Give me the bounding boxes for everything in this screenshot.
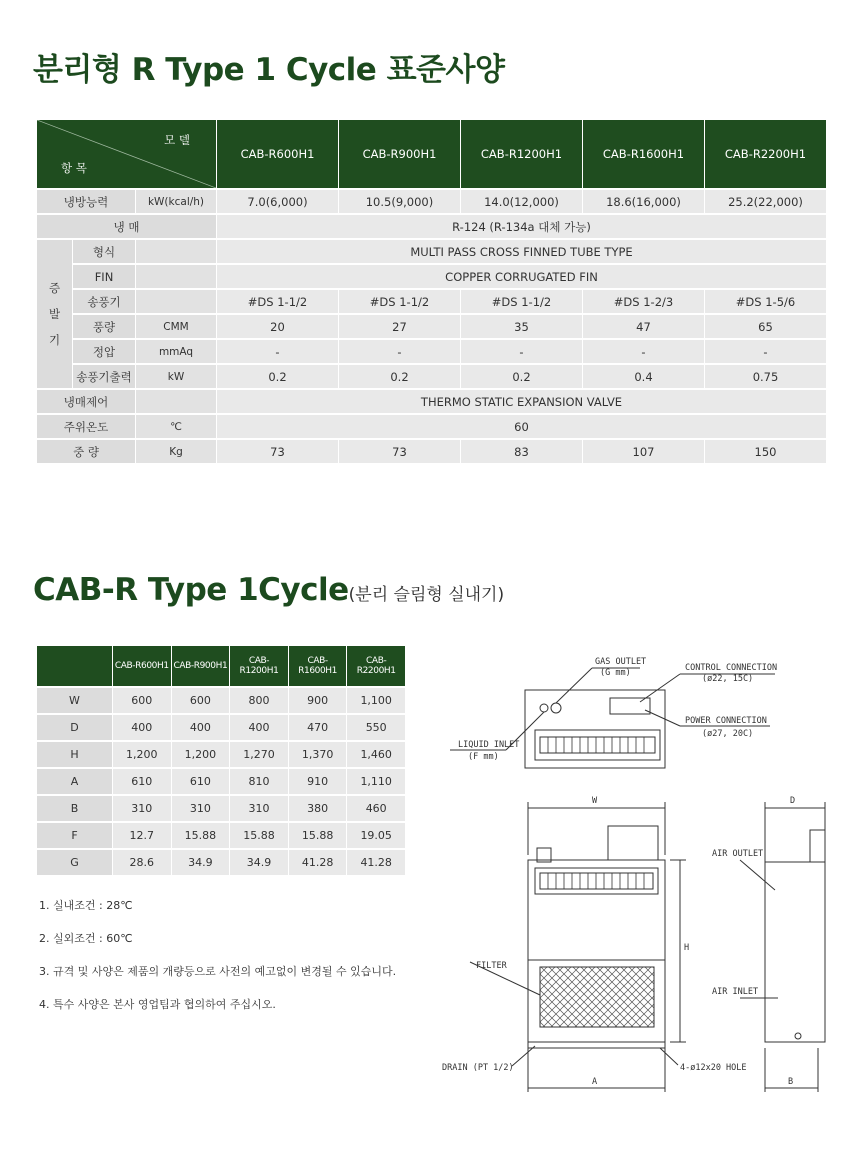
page-title: 분리형 R Type 1 Cycle 표준사양 bbox=[33, 52, 505, 88]
cell: - bbox=[217, 340, 338, 363]
cell: 73 bbox=[339, 440, 460, 463]
row-label: 냉 매 bbox=[37, 215, 216, 238]
control-connection-spec: (ø22, 15C) bbox=[702, 674, 754, 684]
dim-label: F bbox=[37, 823, 112, 848]
hole-leader bbox=[660, 1048, 678, 1065]
cell: THERMO STATIC EXPANSION VALVE bbox=[217, 390, 826, 413]
cell: 0.4 bbox=[583, 365, 704, 388]
note-item: 1. 실내조건 : 28℃ bbox=[39, 899, 133, 912]
filter-label: FILTER bbox=[476, 961, 507, 971]
cell: 15.88 bbox=[230, 823, 288, 848]
airflow-row bbox=[37, 315, 826, 338]
liquid-port-icon bbox=[540, 704, 548, 712]
cell: 550 bbox=[347, 715, 405, 740]
liquid-inlet-label: LIQUID INLET bbox=[458, 740, 520, 750]
cell: 610 bbox=[113, 769, 171, 794]
cell: 7.0(6,000) bbox=[217, 190, 338, 213]
gas-leader bbox=[556, 668, 592, 703]
front-view bbox=[470, 802, 686, 1092]
ambient-row bbox=[37, 415, 826, 438]
header-model-label: 모 델 bbox=[164, 133, 190, 147]
cell: 0.75 bbox=[705, 365, 826, 388]
side-connection-box bbox=[810, 830, 825, 862]
cell: 0.2 bbox=[217, 365, 338, 388]
cell: 1,200 bbox=[172, 742, 230, 767]
drain-port-icon bbox=[795, 1033, 801, 1039]
cell: 41.28 bbox=[347, 850, 405, 875]
cell: 310 bbox=[113, 796, 171, 821]
cell: - bbox=[705, 340, 826, 363]
row-unit bbox=[136, 240, 216, 263]
cell: 20 bbox=[217, 315, 338, 338]
model-header: CAB-R600H1 bbox=[113, 646, 171, 686]
refrigerant-row bbox=[37, 215, 826, 238]
cell: 150 bbox=[705, 440, 826, 463]
model-header: CAB-R2200H1 bbox=[347, 646, 405, 686]
cell: 310 bbox=[230, 796, 288, 821]
cell: COPPER CORRUGATED FIN bbox=[217, 265, 826, 288]
cell: 1,460 bbox=[347, 742, 405, 767]
cell: 65 bbox=[705, 315, 826, 338]
cell: 15.88 bbox=[172, 823, 230, 848]
cell: 41.28 bbox=[289, 850, 347, 875]
model-header: CAB-R2200H1 bbox=[705, 120, 826, 188]
refrigerant-control-row bbox=[37, 390, 826, 413]
cell: 60 bbox=[217, 415, 826, 438]
cell: 14.0(12,000) bbox=[461, 190, 582, 213]
cell: 73 bbox=[217, 440, 338, 463]
cooling-row bbox=[37, 190, 826, 213]
cell: 35 bbox=[461, 315, 582, 338]
row-unit: kW bbox=[136, 365, 216, 388]
front-louver-slats bbox=[548, 873, 644, 889]
cell: MULTI PASS CROSS FINNED TUBE TYPE bbox=[217, 240, 826, 263]
model-header: CAB-R1600H1 bbox=[289, 646, 347, 686]
cell: 600 bbox=[113, 688, 171, 713]
cell: #DS 1-5/6 bbox=[705, 290, 826, 313]
table-row bbox=[37, 742, 405, 767]
side-view bbox=[740, 802, 825, 1092]
notes bbox=[39, 898, 396, 1030]
row-label: 정압 bbox=[73, 340, 135, 363]
dimension-header-row bbox=[37, 646, 405, 686]
dim-label: H bbox=[37, 742, 112, 767]
row-label: 주위온도 bbox=[37, 415, 135, 438]
row-unit bbox=[136, 390, 216, 413]
air-outlet-arrow bbox=[740, 860, 775, 890]
cell: 27 bbox=[339, 315, 460, 338]
power-connection-label: POWER CONNECTION bbox=[685, 716, 767, 726]
top-view-grille bbox=[535, 730, 660, 760]
cell: 1,100 bbox=[347, 688, 405, 713]
cell: 10.5(9,000) bbox=[339, 190, 460, 213]
cell: 1,270 bbox=[230, 742, 288, 767]
table-row bbox=[37, 715, 405, 740]
cell: 800 bbox=[230, 688, 288, 713]
b-label: B bbox=[788, 1077, 794, 1087]
note-item: 3. 규격 및 사양은 제품의 개량등으로 사전의 예고없이 변경될 수 있습니다. bbox=[39, 965, 397, 978]
cell: - bbox=[339, 340, 460, 363]
cell: - bbox=[461, 340, 582, 363]
cell: 1,370 bbox=[289, 742, 347, 767]
cell: 810 bbox=[230, 769, 288, 794]
cell: 12.7 bbox=[113, 823, 171, 848]
cell: 1,110 bbox=[347, 769, 405, 794]
cell: 0.2 bbox=[339, 365, 460, 388]
cell: #DS 1-2/3 bbox=[583, 290, 704, 313]
liquid-inlet-unit: (F mm) bbox=[468, 752, 499, 762]
row-unit: kW(kcal/h) bbox=[136, 190, 216, 213]
dimension-title-main: CAB-R Type 1Cycle bbox=[33, 572, 349, 608]
static-pressure-row bbox=[37, 340, 826, 363]
unit-drawing bbox=[440, 650, 840, 1100]
dim-label: W bbox=[37, 688, 112, 713]
dimension-table bbox=[36, 644, 406, 877]
header-diagonal-cell bbox=[37, 120, 216, 188]
model-header: CAB-R900H1 bbox=[172, 646, 230, 686]
row-unit bbox=[136, 265, 216, 288]
dim-label: A bbox=[37, 769, 112, 794]
model-header: CAB-R1200H1 bbox=[230, 646, 288, 686]
cell: 460 bbox=[347, 796, 405, 821]
cell: 107 bbox=[583, 440, 704, 463]
row-label: FIN bbox=[73, 265, 135, 288]
d-label: D bbox=[790, 796, 796, 806]
row-label: 냉방능력 bbox=[37, 190, 135, 213]
top-view-body bbox=[525, 690, 665, 768]
drain-leader bbox=[512, 1046, 535, 1066]
h-label: H bbox=[684, 943, 690, 953]
blower-row bbox=[37, 290, 826, 313]
cell: 400 bbox=[172, 715, 230, 740]
cell: 19.05 bbox=[347, 823, 405, 848]
evaporator-group-label bbox=[37, 240, 72, 388]
table-row bbox=[37, 850, 405, 875]
dimension-title-sub: (분리 슬림형 실내기) bbox=[348, 585, 505, 605]
front-grille bbox=[535, 868, 658, 894]
air-inlet-label: AIR INLET bbox=[712, 987, 759, 997]
diagonal-line bbox=[37, 120, 216, 188]
cell: 310 bbox=[172, 796, 230, 821]
dim-label: B bbox=[37, 796, 112, 821]
electrical-box bbox=[608, 826, 658, 860]
table-row bbox=[37, 796, 405, 821]
cell: #DS 1-1/2 bbox=[217, 290, 338, 313]
cell: 25.2(22,000) bbox=[705, 190, 826, 213]
dimension-corner bbox=[37, 646, 112, 686]
cell: 910 bbox=[289, 769, 347, 794]
dim-label: G bbox=[37, 850, 112, 875]
blower-power-row bbox=[37, 365, 826, 388]
weight-row bbox=[37, 440, 826, 463]
cell: 1,200 bbox=[113, 742, 171, 767]
note-item: 4. 특수 사양은 본사 영업팀과 협의하여 주십시오. bbox=[39, 998, 276, 1011]
cell: 600 bbox=[172, 688, 230, 713]
drain-label: DRAIN (PT 1/2) bbox=[442, 1063, 514, 1073]
table-row bbox=[37, 769, 405, 794]
header-item-label: 항 목 bbox=[61, 161, 87, 175]
row-label: 형식 bbox=[73, 240, 135, 263]
dim-label: D bbox=[37, 715, 112, 740]
row-label: 송풍기 bbox=[73, 290, 135, 313]
cell: 18.6(16,000) bbox=[583, 190, 704, 213]
cell: R-124 (R-134a 대체 가능) bbox=[217, 215, 826, 238]
row-unit: CMM bbox=[136, 315, 216, 338]
control-connection-label: CONTROL CONNECTION bbox=[685, 663, 778, 673]
air-outlet-label: AIR OUTLET bbox=[712, 849, 764, 859]
cell: 470 bbox=[289, 715, 347, 740]
gas-port-icon bbox=[551, 703, 561, 713]
row-unit: mmAq bbox=[136, 340, 216, 363]
table-row bbox=[37, 823, 405, 848]
evaporator-group-text: 증발기 bbox=[48, 281, 61, 347]
cell: 28.6 bbox=[113, 850, 171, 875]
hole-label: 4-ø12x20 HOLE bbox=[680, 1063, 747, 1073]
row-label: 중 량 bbox=[37, 440, 135, 463]
dimension-title bbox=[33, 572, 504, 608]
cell: 380 bbox=[289, 796, 347, 821]
table-row bbox=[37, 688, 405, 713]
model-header: CAB-R600H1 bbox=[217, 120, 338, 188]
model-header: CAB-R900H1 bbox=[339, 120, 460, 188]
cell: 400 bbox=[113, 715, 171, 740]
filter-panel bbox=[540, 967, 654, 1027]
model-header: CAB-R1600H1 bbox=[583, 120, 704, 188]
cell: 900 bbox=[289, 688, 347, 713]
cell: 34.9 bbox=[230, 850, 288, 875]
cell: 15.88 bbox=[289, 823, 347, 848]
control-leader bbox=[640, 674, 680, 702]
spec-table bbox=[36, 118, 827, 465]
cell: 400 bbox=[230, 715, 288, 740]
row-label: 풍량 bbox=[73, 315, 135, 338]
top-view-louver bbox=[540, 737, 655, 753]
cell: 83 bbox=[461, 440, 582, 463]
w-label: W bbox=[592, 796, 598, 806]
fin-row bbox=[37, 265, 826, 288]
row-unit: ℃ bbox=[136, 415, 216, 438]
cell: #DS 1-1/2 bbox=[461, 290, 582, 313]
power-connection-spec: (ø27, 20C) bbox=[702, 729, 754, 739]
row-label: 송풍기출력 bbox=[73, 365, 135, 388]
gas-outlet-label: GAS OUTLET bbox=[595, 657, 647, 667]
cell: 34.9 bbox=[172, 850, 230, 875]
row-unit bbox=[136, 290, 216, 313]
row-label: 냉매제어 bbox=[37, 390, 135, 413]
a-label: A bbox=[592, 1077, 598, 1087]
row-unit: Kg bbox=[136, 440, 216, 463]
cell: 0.2 bbox=[461, 365, 582, 388]
cell: - bbox=[583, 340, 704, 363]
cell: #DS 1-1/2 bbox=[339, 290, 460, 313]
model-header: CAB-R1200H1 bbox=[461, 120, 582, 188]
spec-header-row bbox=[37, 120, 826, 188]
evap-type-row bbox=[37, 240, 826, 263]
power-leader bbox=[645, 710, 680, 726]
cell: 610 bbox=[172, 769, 230, 794]
louver-slats bbox=[548, 737, 644, 753]
gas-outlet-unit: (G mm) bbox=[600, 668, 631, 678]
cell: 47 bbox=[583, 315, 704, 338]
note-item: 2. 실외조건 : 60℃ bbox=[39, 932, 133, 945]
connection-box bbox=[610, 698, 650, 714]
